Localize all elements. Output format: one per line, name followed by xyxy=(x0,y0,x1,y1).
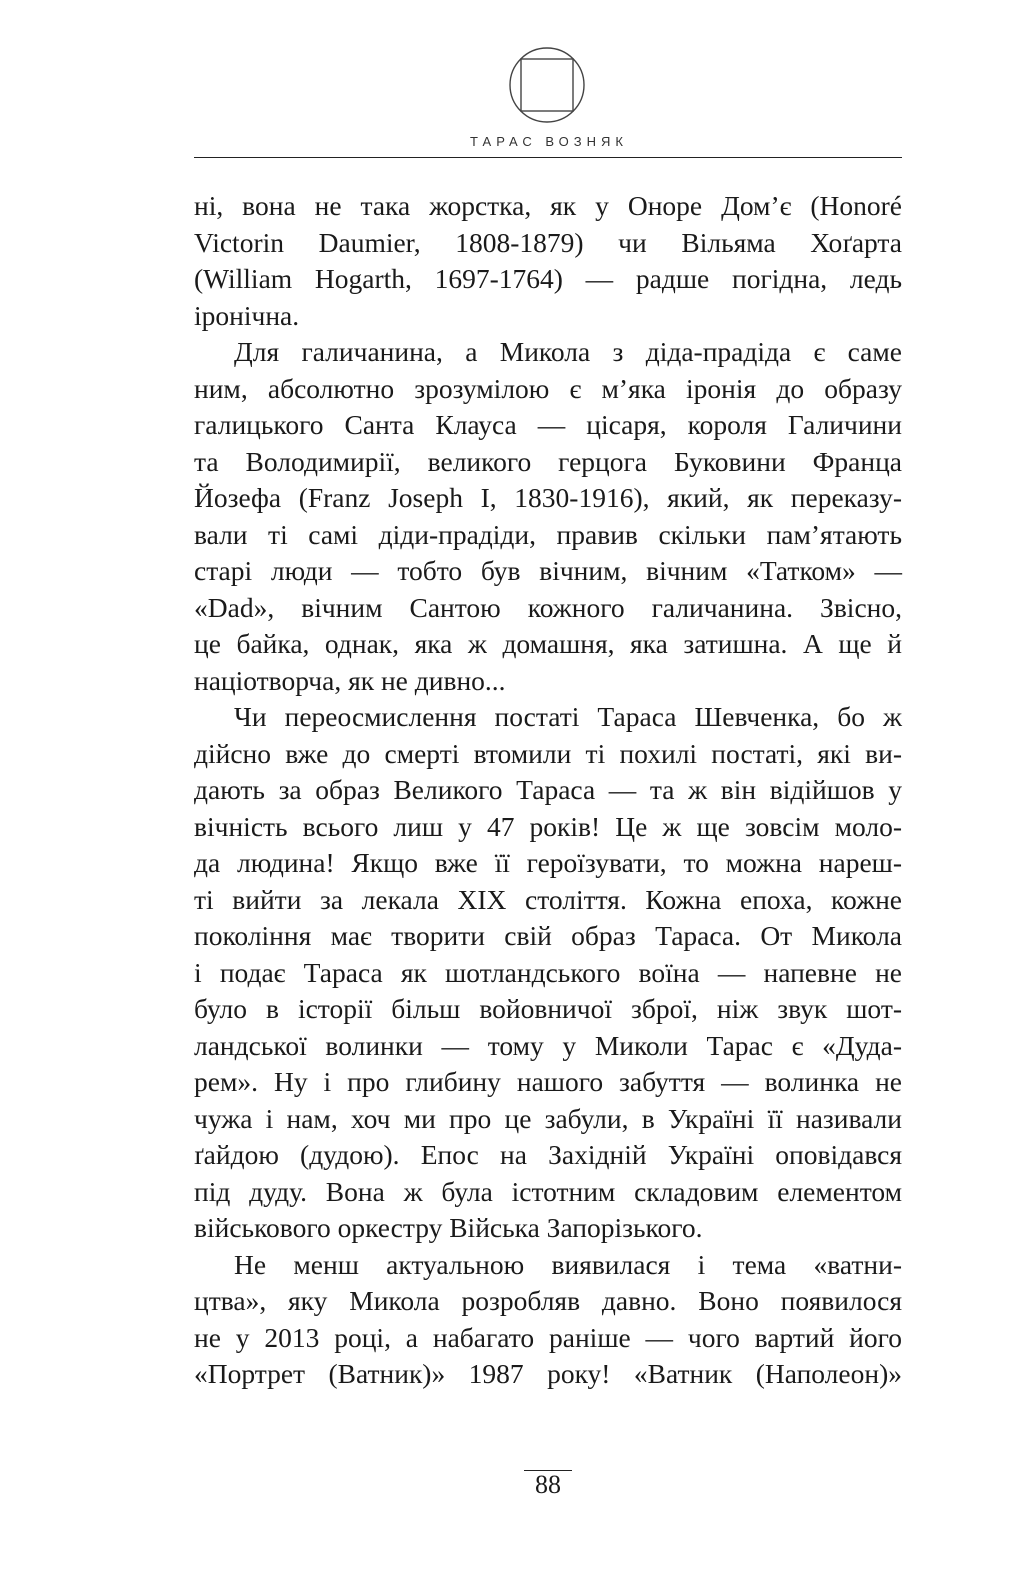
text-line: покоління має творити свій образ Тараса. От Микола xyxy=(194,920,902,951)
text-line: ним, абсолютно зрозумілою є м’яка іронія до образу xyxy=(194,372,902,404)
text-line: Чи переосмислення постаті Тараса Шевченка, бо ж xyxy=(234,701,902,732)
text-line: не у 2013 році, а набагато раніше — чого вартий його xyxy=(194,1321,902,1353)
text-line: це байка, однак, яка ж домашня, яка затишна. А ще й xyxy=(194,628,902,659)
text-line: да людина! Якщо вже її героїзувати, то можна нареш- xyxy=(194,847,902,878)
running-head-author: ТАРАС ВОЗНЯК xyxy=(470,134,628,149)
text-line: вічність всього лиш у 47 років! Це ж ще зовсім моло- xyxy=(194,810,902,842)
text-line: військового оркестру Війська Запорізького. xyxy=(194,1212,703,1243)
text-line: ландської волинки — тому у Миколи Тарас є «Дуда- xyxy=(194,1029,902,1061)
text-line: і подає Тараса як шотландського воїна — напевне не xyxy=(194,956,902,988)
text-line: Victorin Daumier, 1808-1879) чи Вільяма Хоґарта xyxy=(194,226,902,258)
text-line: та Володимирії, великого герцога Буковини Франца xyxy=(194,445,902,477)
text-line: галицького Санта Клауса — цісаря, короля Галичини xyxy=(194,409,902,440)
text-line: вали ті самі діди-прадіди, правив скільки пам’ятають xyxy=(194,518,902,550)
text-line: дають за образ Великого Тараса — та ж він відійшов у xyxy=(194,774,902,805)
text-line: чужа і нам, хоч ми про це забули, в Україні її називали xyxy=(194,1102,902,1134)
text-line: було в історії більш войовничої зброї, ніж звук шот- xyxy=(194,993,902,1024)
text-line: «Портрет (Ватник)» 1987 року! «Ватник (Наполеон)» xyxy=(194,1358,902,1389)
text-line: «Dad», вічним Сантою кожного галичанина. Звісно, xyxy=(194,591,902,623)
text-line: іронічна. xyxy=(194,299,300,331)
text-line: ґайдою (дудою). Епос на Західній Україні оповідався xyxy=(194,1139,902,1170)
text-line: Не менш актуальною виявилася і тема «ватни- xyxy=(234,1248,902,1280)
text-line: націотворча, як не дивно... xyxy=(194,664,506,696)
text-line: рем». Ну і про глибину нашого забуття — волинка не xyxy=(194,1066,902,1097)
text-line: Йозефа (Franz Joseph I, 1830-1916), який, як переказу- xyxy=(194,482,902,513)
body-text xyxy=(194,188,902,1393)
header-rule xyxy=(194,157,902,158)
text-line: ті вийти за лекала XIX століття. Кожна епоха, кожне xyxy=(194,883,902,915)
text-line: цтва», яку Микола розробляв давно. Воно появилося xyxy=(194,1285,902,1316)
text-line: (William Hogarth, 1697-1764) — радше погідна, ледь xyxy=(194,263,902,294)
text-line: Для галичанина, а Микола з діда-прадіда є саме xyxy=(234,336,902,367)
circle-square-logo-icon xyxy=(508,46,586,124)
text-line: під дуду. Вона ж була істотним складовим елементом xyxy=(194,1175,902,1207)
text-line: ні, вона не така жорстка, як у Оноре Дом’є (Honoré xyxy=(194,190,902,221)
text-line: старі люди — тобто був вічним, вічним «Татком» — xyxy=(194,555,902,586)
text-line: дійсно вже до смерті втомили ті похилі постаті, які ви- xyxy=(194,737,902,769)
page-number: 88 xyxy=(535,1470,561,1499)
